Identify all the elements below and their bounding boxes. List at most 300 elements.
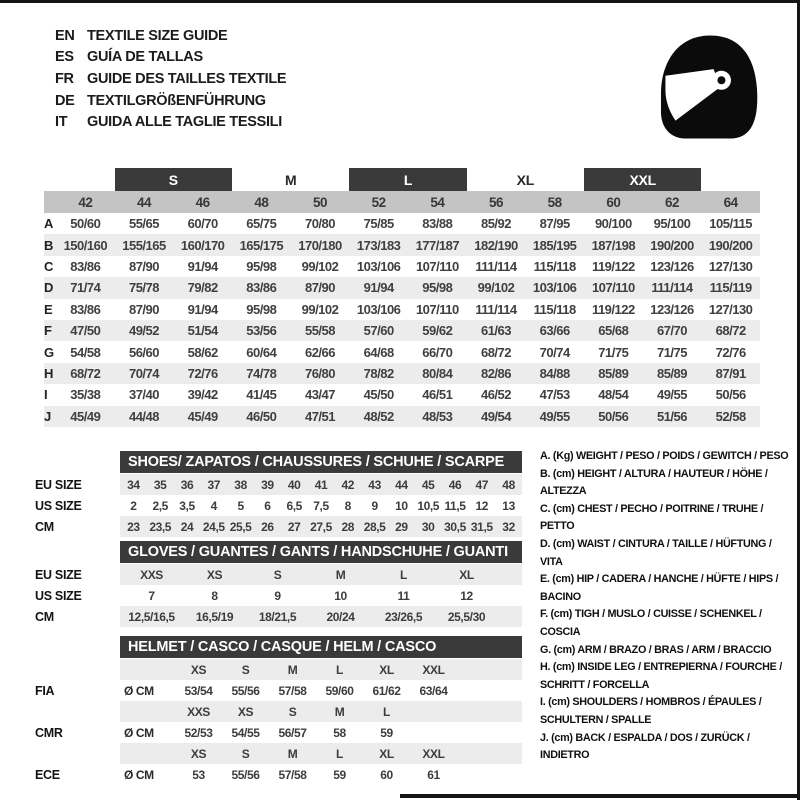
size-value-cell: 68/72 <box>70 365 101 381</box>
size-value-cell: 55/56 <box>231 767 260 782</box>
measurement-legend <box>540 448 796 765</box>
size-value-cell: 87/90 <box>304 280 336 296</box>
values-grid <box>120 722 457 743</box>
legend-item: J. (cm) BACK / ESPALDA / DOS / ZURÜCK / INDIETRO <box>540 731 750 762</box>
size-label-cell: XS <box>190 662 207 677</box>
legend-item: E. (cm) HIP / CADERA / HANCHE / HÜFTE / HIPS / BACINO <box>540 573 779 603</box>
size-value-cell: 103/106 <box>356 301 401 317</box>
size-band-l: L <box>349 168 466 191</box>
size-value-cell: 72/76 <box>187 365 218 381</box>
size-value-cell: 12 <box>460 588 473 603</box>
size-value-cell: 68/72 <box>715 323 746 339</box>
row-letter: B <box>44 237 54 253</box>
size-column-header: 56 <box>488 194 503 210</box>
size-value-cell: 68/72 <box>480 344 512 360</box>
size-value-cell: 47/53 <box>539 387 570 403</box>
size-value-cell: 99/102 <box>301 258 339 274</box>
language-row <box>55 111 286 133</box>
row-label: CM <box>35 609 54 624</box>
size-value-cell: 95/98 <box>422 280 453 296</box>
size-value-cell: 111/114 <box>651 280 693 296</box>
size-value-cell: 23,5 <box>149 519 172 534</box>
size-value-cell: 79/82 <box>187 280 218 296</box>
size-value-cell: 60/70 <box>187 216 218 232</box>
row-letter: C <box>44 258 54 274</box>
size-value-cell: 23 <box>127 519 140 534</box>
size-column-header: 58 <box>547 194 562 210</box>
size-value-cell: 8 <box>211 588 218 603</box>
size-value-cell: 103/106 <box>532 280 577 296</box>
language-title-block <box>55 25 286 133</box>
size-value-cell: 190/200 <box>650 237 694 253</box>
size-column-header: 54 <box>430 194 445 210</box>
row-values <box>120 564 522 585</box>
values-grid <box>120 606 498 627</box>
measurement-row-i <box>44 384 760 405</box>
measurement-row-f <box>44 320 760 341</box>
measurement-row-e <box>44 299 760 320</box>
size-value-cell: 64/68 <box>363 344 394 360</box>
size-value-cell: 45/49 <box>187 408 218 424</box>
row-label: FIA <box>35 683 55 698</box>
size-value-cell: 16,5/19 <box>195 609 234 624</box>
size-value-cell: 38 <box>234 477 247 492</box>
size-value-cell: 170/180 <box>298 237 342 253</box>
size-number-row <box>44 191 760 213</box>
size-row <box>35 495 525 516</box>
size-band-m: M <box>284 171 297 188</box>
size-value-cell: 83/86 <box>70 301 101 317</box>
size-value-cell: 95/98 <box>246 258 277 274</box>
size-value-cell: 30 <box>421 519 435 534</box>
size-value-cell: 70/74 <box>128 365 160 381</box>
size-value-cell: 55/56 <box>231 683 260 698</box>
row-label <box>35 541 120 563</box>
row-label: EU SIZE <box>35 477 82 492</box>
size-value-cell: 72/76 <box>715 344 746 360</box>
row-letter: A <box>44 216 54 232</box>
language-row <box>55 90 286 112</box>
size-value-cell: 90/100 <box>594 216 632 232</box>
size-value-cell: 57/60 <box>363 323 394 339</box>
size-column-header: 50 <box>312 194 327 210</box>
helmet-section <box>35 636 525 785</box>
size-value-cell: 78/82 <box>363 365 394 381</box>
size-value-cell: 75/85 <box>363 216 394 232</box>
size-value-cell: 51/56 <box>656 408 688 424</box>
size-value-cell: 115/118 <box>533 258 576 274</box>
size-row <box>35 585 525 606</box>
size-value-cell: 9 <box>371 498 378 513</box>
row-values <box>120 764 522 785</box>
size-label-cell: XXL <box>422 746 445 761</box>
size-value-cell: 53 <box>192 767 205 782</box>
size-value-cell: 85/92 <box>480 216 512 232</box>
row-values <box>120 701 522 722</box>
size-row <box>35 474 525 495</box>
shoes-section <box>35 451 525 537</box>
section-title: SHOES/ ZAPATOS / CHAUSSURES / SCHUHE / SCARPE <box>120 451 522 473</box>
size-value-cell: 63/66 <box>539 323 570 339</box>
size-value-cell: 37/40 <box>128 387 160 403</box>
size-value-cell: 25,5/30 <box>447 609 486 624</box>
measurement-row-c <box>44 256 760 277</box>
size-value-cell: 83/86 <box>246 280 277 296</box>
language-code: EN <box>55 27 75 44</box>
size-label-cell: XS <box>237 704 254 719</box>
legend-item: F. (cm) TIGH / MUSLO / CUISSE / SCHENKEL / COSCIA <box>540 608 762 638</box>
language-code: ES <box>55 49 74 66</box>
size-value-cell: 54/58 <box>70 344 101 360</box>
size-row <box>35 606 525 627</box>
size-value-cell: 47/51 <box>304 408 336 424</box>
size-column-header: 44 <box>136 194 151 210</box>
language-row <box>55 47 286 69</box>
size-value-cell: 61 <box>427 767 440 782</box>
row-label: CMR <box>35 725 63 740</box>
size-value-cell: 46/50 <box>246 408 277 424</box>
row-values <box>120 516 522 537</box>
size-value-cell: 63/64 <box>419 683 448 698</box>
size-value-cell: 58 <box>333 725 346 740</box>
values-grid <box>120 680 457 701</box>
size-value-cell: 185/195 <box>532 237 577 253</box>
language-title: GUIDA ALLE TAGLIE TESSILI <box>87 114 282 131</box>
size-value-cell: 39/42 <box>187 387 218 403</box>
section-title: HELMET / CASCO / CASQUE / HELM / CASCO <box>120 636 522 658</box>
size-value-cell: 50/56 <box>598 408 629 424</box>
language-title: GUIDE DES TAILLES TEXTILE <box>87 70 287 87</box>
language-row <box>55 25 286 47</box>
size-value-cell: 150/160 <box>63 237 108 253</box>
helmet-value-row <box>35 680 525 701</box>
size-value-cell: 76/80 <box>304 365 336 381</box>
row-letter: E <box>44 301 53 317</box>
size-value-cell: 57/58 <box>278 683 307 698</box>
size-value-cell: 49/55 <box>539 408 570 424</box>
size-value-cell: 115/118 <box>533 301 576 317</box>
language-code: DE <box>55 92 75 109</box>
size-label-cell: L <box>383 704 390 719</box>
row-values <box>120 585 522 606</box>
size-value-cell: 70/80 <box>304 216 336 232</box>
size-value-cell: 4 <box>210 498 217 513</box>
unit-label: Ø CM <box>124 725 154 740</box>
size-value-cell: 85/89 <box>656 365 688 381</box>
measurement-row-g <box>44 341 760 362</box>
size-value-cell: 50/60 <box>70 216 101 232</box>
size-value-cell: 91/94 <box>187 258 218 274</box>
size-value-cell: 39 <box>261 477 274 492</box>
size-value-cell: 49/52 <box>128 323 160 339</box>
size-value-cell: 27 <box>287 519 301 534</box>
size-column-header: 46 <box>195 194 210 210</box>
size-value-cell: S <box>273 567 282 582</box>
size-value-cell: 29 <box>395 519 408 534</box>
size-value-cell: 56/57 <box>278 725 307 740</box>
size-value-cell: 127/130 <box>708 301 753 317</box>
size-value-cell: 56/60 <box>128 344 160 360</box>
size-row <box>35 564 525 585</box>
size-value-cell: 35/38 <box>70 387 101 403</box>
size-value-cell: 119/122 <box>591 301 635 317</box>
language-title: GUÍA DE TALLAS <box>87 49 203 66</box>
row-label: EU SIZE <box>35 567 82 582</box>
size-value-cell: 83/86 <box>70 258 101 274</box>
size-value-cell: 53/56 <box>246 323 277 339</box>
size-value-cell: 6 <box>264 498 271 513</box>
size-value-cell: M <box>335 567 346 582</box>
row-letter: G <box>44 344 55 360</box>
size-value-cell: 46/52 <box>480 387 512 403</box>
legend-item: I. (cm) SHOULDERS / HOMBROS / ÉPAULES / SCHULTERN / SPALLE <box>540 696 762 726</box>
size-value-cell: 87/91 <box>715 365 746 381</box>
size-column-header: 64 <box>723 194 738 210</box>
size-value-cell: 127/130 <box>708 258 753 274</box>
size-label-cell: XL <box>379 746 394 761</box>
section-header-row <box>35 451 525 473</box>
size-value-cell: 45 <box>421 477 435 492</box>
size-value-cell: 85/89 <box>598 365 629 381</box>
size-value-cell: 10,5 <box>417 498 440 513</box>
size-value-cell: 84/88 <box>539 365 570 381</box>
section-header-row <box>35 541 525 563</box>
measurement-row-b <box>44 234 760 255</box>
size-value-cell: 123/126 <box>650 301 694 317</box>
size-value-cell: 3,5 <box>179 498 195 513</box>
row-letter: H <box>44 365 54 381</box>
size-value-cell: 165/175 <box>239 237 284 253</box>
size-value-cell: 41/45 <box>246 387 277 403</box>
row-letter: I <box>44 387 48 403</box>
size-value-cell: 187/198 <box>591 237 636 253</box>
measurement-row-j <box>44 406 760 427</box>
size-value-cell: 45/49 <box>70 408 101 424</box>
size-value-cell: 49/55 <box>656 387 688 403</box>
size-value-cell: 20/24 <box>326 609 355 624</box>
row-label <box>35 659 120 680</box>
size-value-cell: 45/50 <box>363 387 394 403</box>
size-value-cell: 52/58 <box>715 408 746 424</box>
size-band-xl: XL <box>516 171 534 188</box>
size-value-cell: 71/74 <box>70 280 101 296</box>
size-value-cell: 11,5 <box>444 498 466 513</box>
size-value-cell: 99/102 <box>477 280 515 296</box>
size-value-cell: 107/110 <box>591 280 635 296</box>
measurement-row-d <box>44 277 760 298</box>
size-value-cell: 42 <box>341 477 355 492</box>
size-value-cell: 182/190 <box>474 237 518 253</box>
gloves-section <box>35 541 525 627</box>
size-value-cell: 91/94 <box>187 301 218 317</box>
size-value-cell: 12 <box>475 498 489 513</box>
racing-helmet-icon <box>652 27 764 147</box>
size-value-cell: 155/165 <box>122 237 166 253</box>
size-value-cell: 6,5 <box>286 498 302 513</box>
row-values <box>120 743 522 764</box>
size-value-cell: 59/60 <box>325 683 354 698</box>
unit-label: Ø CM <box>124 767 154 782</box>
textile-size-table <box>44 168 760 427</box>
size-label-cell: XS <box>190 746 207 761</box>
size-value-cell: 111/114 <box>475 301 517 317</box>
size-value-cell: 65/68 <box>598 323 629 339</box>
size-value-cell: 107/110 <box>415 258 459 274</box>
values-grid <box>120 495 522 516</box>
size-value-cell: 60 <box>380 767 393 782</box>
size-value-cell: 71/75 <box>598 344 629 360</box>
helmet-size-row <box>35 743 525 764</box>
size-value-cell: XL <box>459 567 474 582</box>
size-value-cell: 9 <box>274 588 281 603</box>
size-label-cell: M <box>334 704 345 719</box>
size-value-cell: 46 <box>448 477 462 492</box>
size-value-cell: 52/53 <box>184 725 213 740</box>
size-value-cell: 28 <box>341 519 355 534</box>
size-value-cell: 61/62 <box>372 683 401 698</box>
size-label-cell: XXS <box>187 704 210 719</box>
size-value-cell: 111/114 <box>475 258 517 274</box>
size-label-cell: S <box>241 662 250 677</box>
language-title: TEXTILGRÖßENFÜHRUNG <box>87 92 266 109</box>
row-label: ECE <box>35 767 60 782</box>
values-grid <box>120 659 457 680</box>
size-value-cell: 87/90 <box>128 301 160 317</box>
language-row <box>55 68 286 90</box>
size-value-cell: 123/126 <box>650 258 694 274</box>
size-value-cell: 107/110 <box>415 301 459 317</box>
size-value-cell: 27,5 <box>310 519 332 534</box>
size-value-cell: 48 <box>502 477 515 492</box>
size-value-cell: 75/78 <box>128 280 160 296</box>
size-value-cell: 40 <box>287 477 301 492</box>
size-value-cell: 2,5 <box>152 498 168 513</box>
values-grid <box>120 743 457 764</box>
section-title: GLOVES / GUANTES / GANTS / HANDSCHUHE / GUANTI <box>120 541 522 563</box>
language-code: FR <box>55 70 74 87</box>
size-value-cell: 47/50 <box>70 323 101 339</box>
row-values <box>120 680 522 701</box>
size-value-cell: XXS <box>140 567 163 582</box>
size-value-cell: 32 <box>502 519 515 534</box>
size-value-cell: 11 <box>397 588 410 603</box>
size-value-cell: 105/115 <box>709 216 753 232</box>
size-value-cell: 160/170 <box>180 237 225 253</box>
size-value-cell: XS <box>206 567 223 582</box>
legend-item: A. (Kg) WEIGHT / PESO / POIDS / GEWITCH / PESO <box>540 450 789 462</box>
size-value-cell: 95/98 <box>246 301 277 317</box>
size-band-xxl: XXL <box>584 168 701 191</box>
size-value-cell: 87/90 <box>128 258 160 274</box>
row-letter: D <box>44 280 54 296</box>
legend-item: D. (cm) WAIST / CINTURA / TAILLE / HÜFTUNG / VITA <box>540 537 772 568</box>
size-value-cell: 10 <box>334 588 347 603</box>
size-value-cell: 28,5 <box>363 519 386 534</box>
values-grid <box>120 764 457 785</box>
size-value-cell: 41 <box>314 477 328 492</box>
size-label-cell: M <box>287 662 298 677</box>
size-value-cell: 103/106 <box>356 258 401 274</box>
values-grid <box>120 585 498 606</box>
size-value-cell: 35 <box>153 477 167 492</box>
size-value-cell: 25,5 <box>229 519 252 534</box>
size-value-cell: 62/66 <box>304 344 336 360</box>
size-value-cell: 65/75 <box>246 216 277 232</box>
size-value-cell: 49/54 <box>480 408 512 424</box>
size-value-cell: 12,5/16,5 <box>128 609 175 624</box>
size-value-cell: 18/21,5 <box>258 609 297 624</box>
size-value-cell: 37 <box>207 477 221 492</box>
values-grid <box>120 564 498 585</box>
row-letter: J <box>44 408 52 424</box>
size-value-cell: 59 <box>333 767 346 782</box>
size-value-cell: 82/86 <box>480 365 512 381</box>
helmet-value-row <box>35 764 525 785</box>
size-value-cell: 47 <box>475 477 489 492</box>
language-title: TEXTILE SIZE GUIDE <box>87 27 228 44</box>
size-value-cell: 36 <box>180 477 194 492</box>
size-column-header: 48 <box>254 194 269 210</box>
size-value-cell: 59/62 <box>422 323 453 339</box>
values-grid <box>120 474 522 495</box>
size-label-cell: L <box>336 662 343 677</box>
row-label <box>35 451 120 473</box>
helmet-size-row <box>35 659 525 680</box>
row-values <box>120 474 522 495</box>
size-value-cell: L <box>400 567 407 582</box>
size-value-cell: 7,5 <box>313 498 329 513</box>
size-row <box>35 516 525 537</box>
size-value-cell: 50/56 <box>715 387 746 403</box>
size-value-cell: 57/58 <box>278 767 307 782</box>
size-value-cell: 173/183 <box>356 237 401 253</box>
size-value-cell: 26 <box>261 519 274 534</box>
size-value-cell: 2 <box>130 498 137 513</box>
size-column-header: 62 <box>664 194 679 210</box>
size-value-cell: 7 <box>148 588 155 603</box>
size-value-cell: 46/51 <box>422 387 453 403</box>
size-value-cell: 71/75 <box>656 344 688 360</box>
size-value-cell: 67/70 <box>656 323 688 339</box>
size-band-s: S <box>115 168 232 191</box>
size-value-cell: 24,5 <box>202 519 225 534</box>
size-value-cell: 177/187 <box>415 237 460 253</box>
row-label <box>35 743 120 764</box>
measurement-row-a <box>44 213 760 234</box>
legend-item: B. (cm) HEIGHT / ALTURA / HAUTEUR / HÖHE / ALTEZZA <box>540 467 768 498</box>
size-value-cell: 60/64 <box>246 344 277 360</box>
size-value-cell: 43 <box>368 477 381 492</box>
row-label: US SIZE <box>35 498 82 513</box>
size-value-cell: 190/200 <box>708 237 753 253</box>
size-value-cell: 87/95 <box>539 216 570 232</box>
size-value-cell: 70/74 <box>539 344 570 360</box>
size-label-cell: XXL <box>422 662 445 677</box>
row-label <box>35 701 120 722</box>
helmet-value-row <box>35 722 525 743</box>
size-value-cell: 48/53 <box>422 408 453 424</box>
values-grid <box>120 516 522 537</box>
size-column-header: 60 <box>606 194 621 210</box>
size-value-cell: 55/58 <box>304 323 336 339</box>
size-value-cell: 119/122 <box>591 258 635 274</box>
size-value-cell: 74/78 <box>246 365 277 381</box>
row-letter: F <box>44 323 52 339</box>
size-value-cell: 80/84 <box>422 365 453 381</box>
size-label-cell: XL <box>379 662 394 677</box>
size-value-cell: 115/119 <box>709 280 752 296</box>
size-column-header: 42 <box>78 194 93 210</box>
